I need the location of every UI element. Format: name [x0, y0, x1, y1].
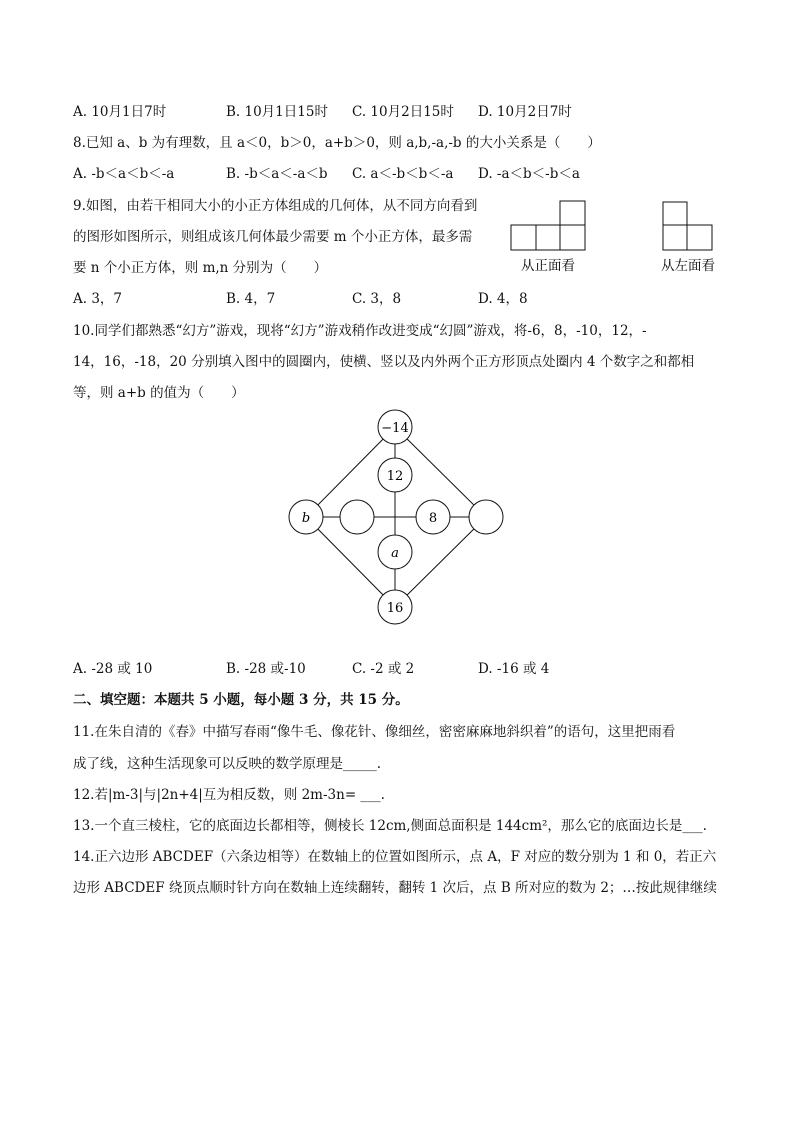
q9-views-figure	[500, 195, 730, 280]
q10-option-a: A. -28 或 10	[73, 661, 153, 677]
q10-option-b: B. -28 或-10	[226, 661, 306, 677]
q13-text: 13.一个直三棱柱，它的底面边长都相等，侧棱长 12cm,侧面总面积是 144cm²，那么它的底面边长是___.	[73, 818, 707, 834]
q7-option-d: D. 10月2日7时	[478, 104, 572, 120]
q8-option-d: D. -a＜b＜-b＜a	[478, 166, 580, 182]
magic-circle-figure	[270, 400, 530, 630]
circle-right	[469, 500, 503, 534]
circle-top-value: −14	[381, 421, 409, 436]
q9-option-b: B. 4，7	[226, 291, 276, 307]
magic-circle-lines	[306, 427, 486, 607]
q8-option-c: C. a＜-b＜b＜-a	[352, 166, 454, 182]
circle-inner-bottom-value: a	[391, 546, 399, 561]
q9-option-a: A. 3，7	[73, 291, 123, 307]
q10-stem-line-3: 等，则 a+b 的值为（ ）	[73, 385, 245, 401]
q9-option-d: D. 4，8	[478, 291, 528, 307]
circle-inner-right-value: 8	[428, 511, 438, 526]
q11-line-1: 11.在朱自清的《春》中描写春雨“像牛毛、像花针、像细丝，密密麻麻地斜织着”的语句，这里把雨看	[73, 724, 676, 740]
front-view-label: 从正面看	[521, 258, 575, 274]
circle-bottom-value: 16	[386, 601, 404, 616]
q9-stem-line-2: 的图形如图所示，则组成该几何体最少需要 m 个小正方体，最多需	[73, 229, 473, 245]
q14-line-1: 14.正六边形 ABCDEF（六条边相等）在数轴上的位置如图所示，点 A，F 对应的数分别为 1 和 0，若正六	[73, 849, 717, 865]
q8-option-b: B. -b＜a＜-a＜b	[226, 166, 328, 182]
left-view	[663, 202, 712, 250]
q9-option-c: C. 3，8	[352, 291, 402, 307]
left-view-label: 从左面看	[661, 258, 715, 274]
q9-stem-line-3: 要 n 个小正方体，则 m,n 分别为（ ）	[73, 260, 328, 276]
q7-option-c: C. 10月2日15时	[352, 104, 454, 120]
circle-left-value: b	[301, 511, 311, 526]
section-2-title: 二、填空题：本题共 5 小题，每小题 3 分，共 15 分。	[73, 692, 409, 708]
q10-option-d: D. -16 或 4	[478, 661, 550, 677]
q8-stem: 8.已知 a、b 为有理数，且 a＜0，b＞0，a+b＞0，则 a,b,-a,-b 的大小关系是（ ）	[73, 135, 601, 151]
q7-option-a: A. 10月1日7时	[73, 104, 167, 120]
q14-line-2: 边形 ABCDEF 绕顶点顺时针方向在数轴上连续翻转，翻转 1 次后，点 B 所对应的数为 2；…按此规律继续	[73, 880, 717, 896]
q9-stem-line-1: 9.如图，由若干相同大小的小正方体组成的几何体，从不同方向看到	[73, 198, 478, 214]
front-view	[511, 201, 585, 250]
q7-option-b: B. 10月1日15时	[226, 104, 328, 120]
q10-stem-line-2: 14，16，-18，20 分别填入图中的圆圈内，使横、竖以及内外两个正方形顶点处圈内 4 个数字之和都相	[73, 354, 695, 370]
q11-line-2: 成了线，这种生活现象可以反映的数学原理是_____.	[73, 756, 382, 772]
circle-inner-left	[340, 500, 374, 534]
q12-text: 12.若|m-3|与|2n+4|互为相反数，则 2m-3n= ___.	[73, 787, 385, 803]
q10-option-c: C. -2 或 2	[352, 661, 415, 677]
q8-option-a: A. -b＜a＜b＜-a	[73, 166, 175, 182]
q10-stem-line-1: 10.同学们都熟悉“幻方”游戏，现将“幻方”游戏稍作改进变成“幻圆”游戏，将-6，8，-10，12，-	[73, 323, 647, 339]
circle-inner-top-value: 12	[386, 469, 404, 484]
